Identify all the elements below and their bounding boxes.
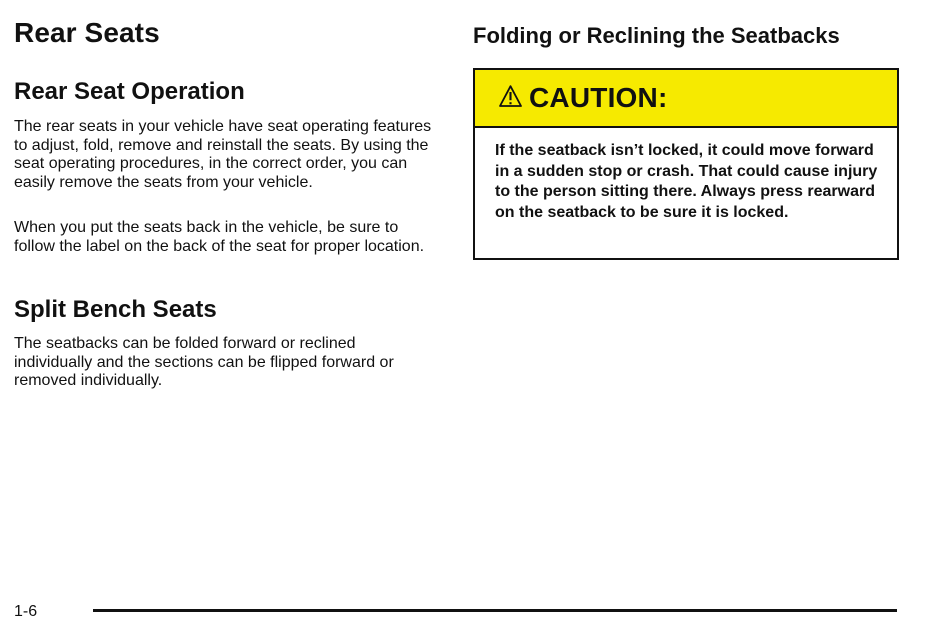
page-number: 1-6 [14,603,38,620]
rear-seat-operation-heading: Rear Seat Operation [14,78,245,105]
page-title: Rear Seats [14,17,160,48]
folding-reclining-heading: Folding or Reclining the Seatbacks [473,23,840,48]
split-bench-seats-heading: Split Bench Seats [14,296,217,323]
warning-triangle-icon [498,84,523,109]
rear-seat-operation-paragraph-2: When you put the seats back in the vehicle, be sure to follow the label on the back of the seat for proper location. [14,219,425,255]
caution-box [473,68,899,260]
footer-rule [93,609,897,612]
rear-seat-operation-paragraph-1: The rear seats in your vehicle have seat operating features to adjust, fold, remove and reinstall the seats. By using the seat operating procedures, in the correct order, you can easily remove the seats from your vehicle. [14,118,432,191]
caution-header [475,70,897,128]
caution-label: CAUTION: [529,82,668,113]
caution-text: If the seatback isn’t locked, it could move forward in a sudden stop or crash. That could cause injury to the person sitting there. Always press rearward on the seatback to be sure it is locked. [495,142,878,221]
split-bench-seats-paragraph: The seatbacks can be folded forward or reclined individually and the sections can be flipped forward or removed individually. [14,335,394,389]
